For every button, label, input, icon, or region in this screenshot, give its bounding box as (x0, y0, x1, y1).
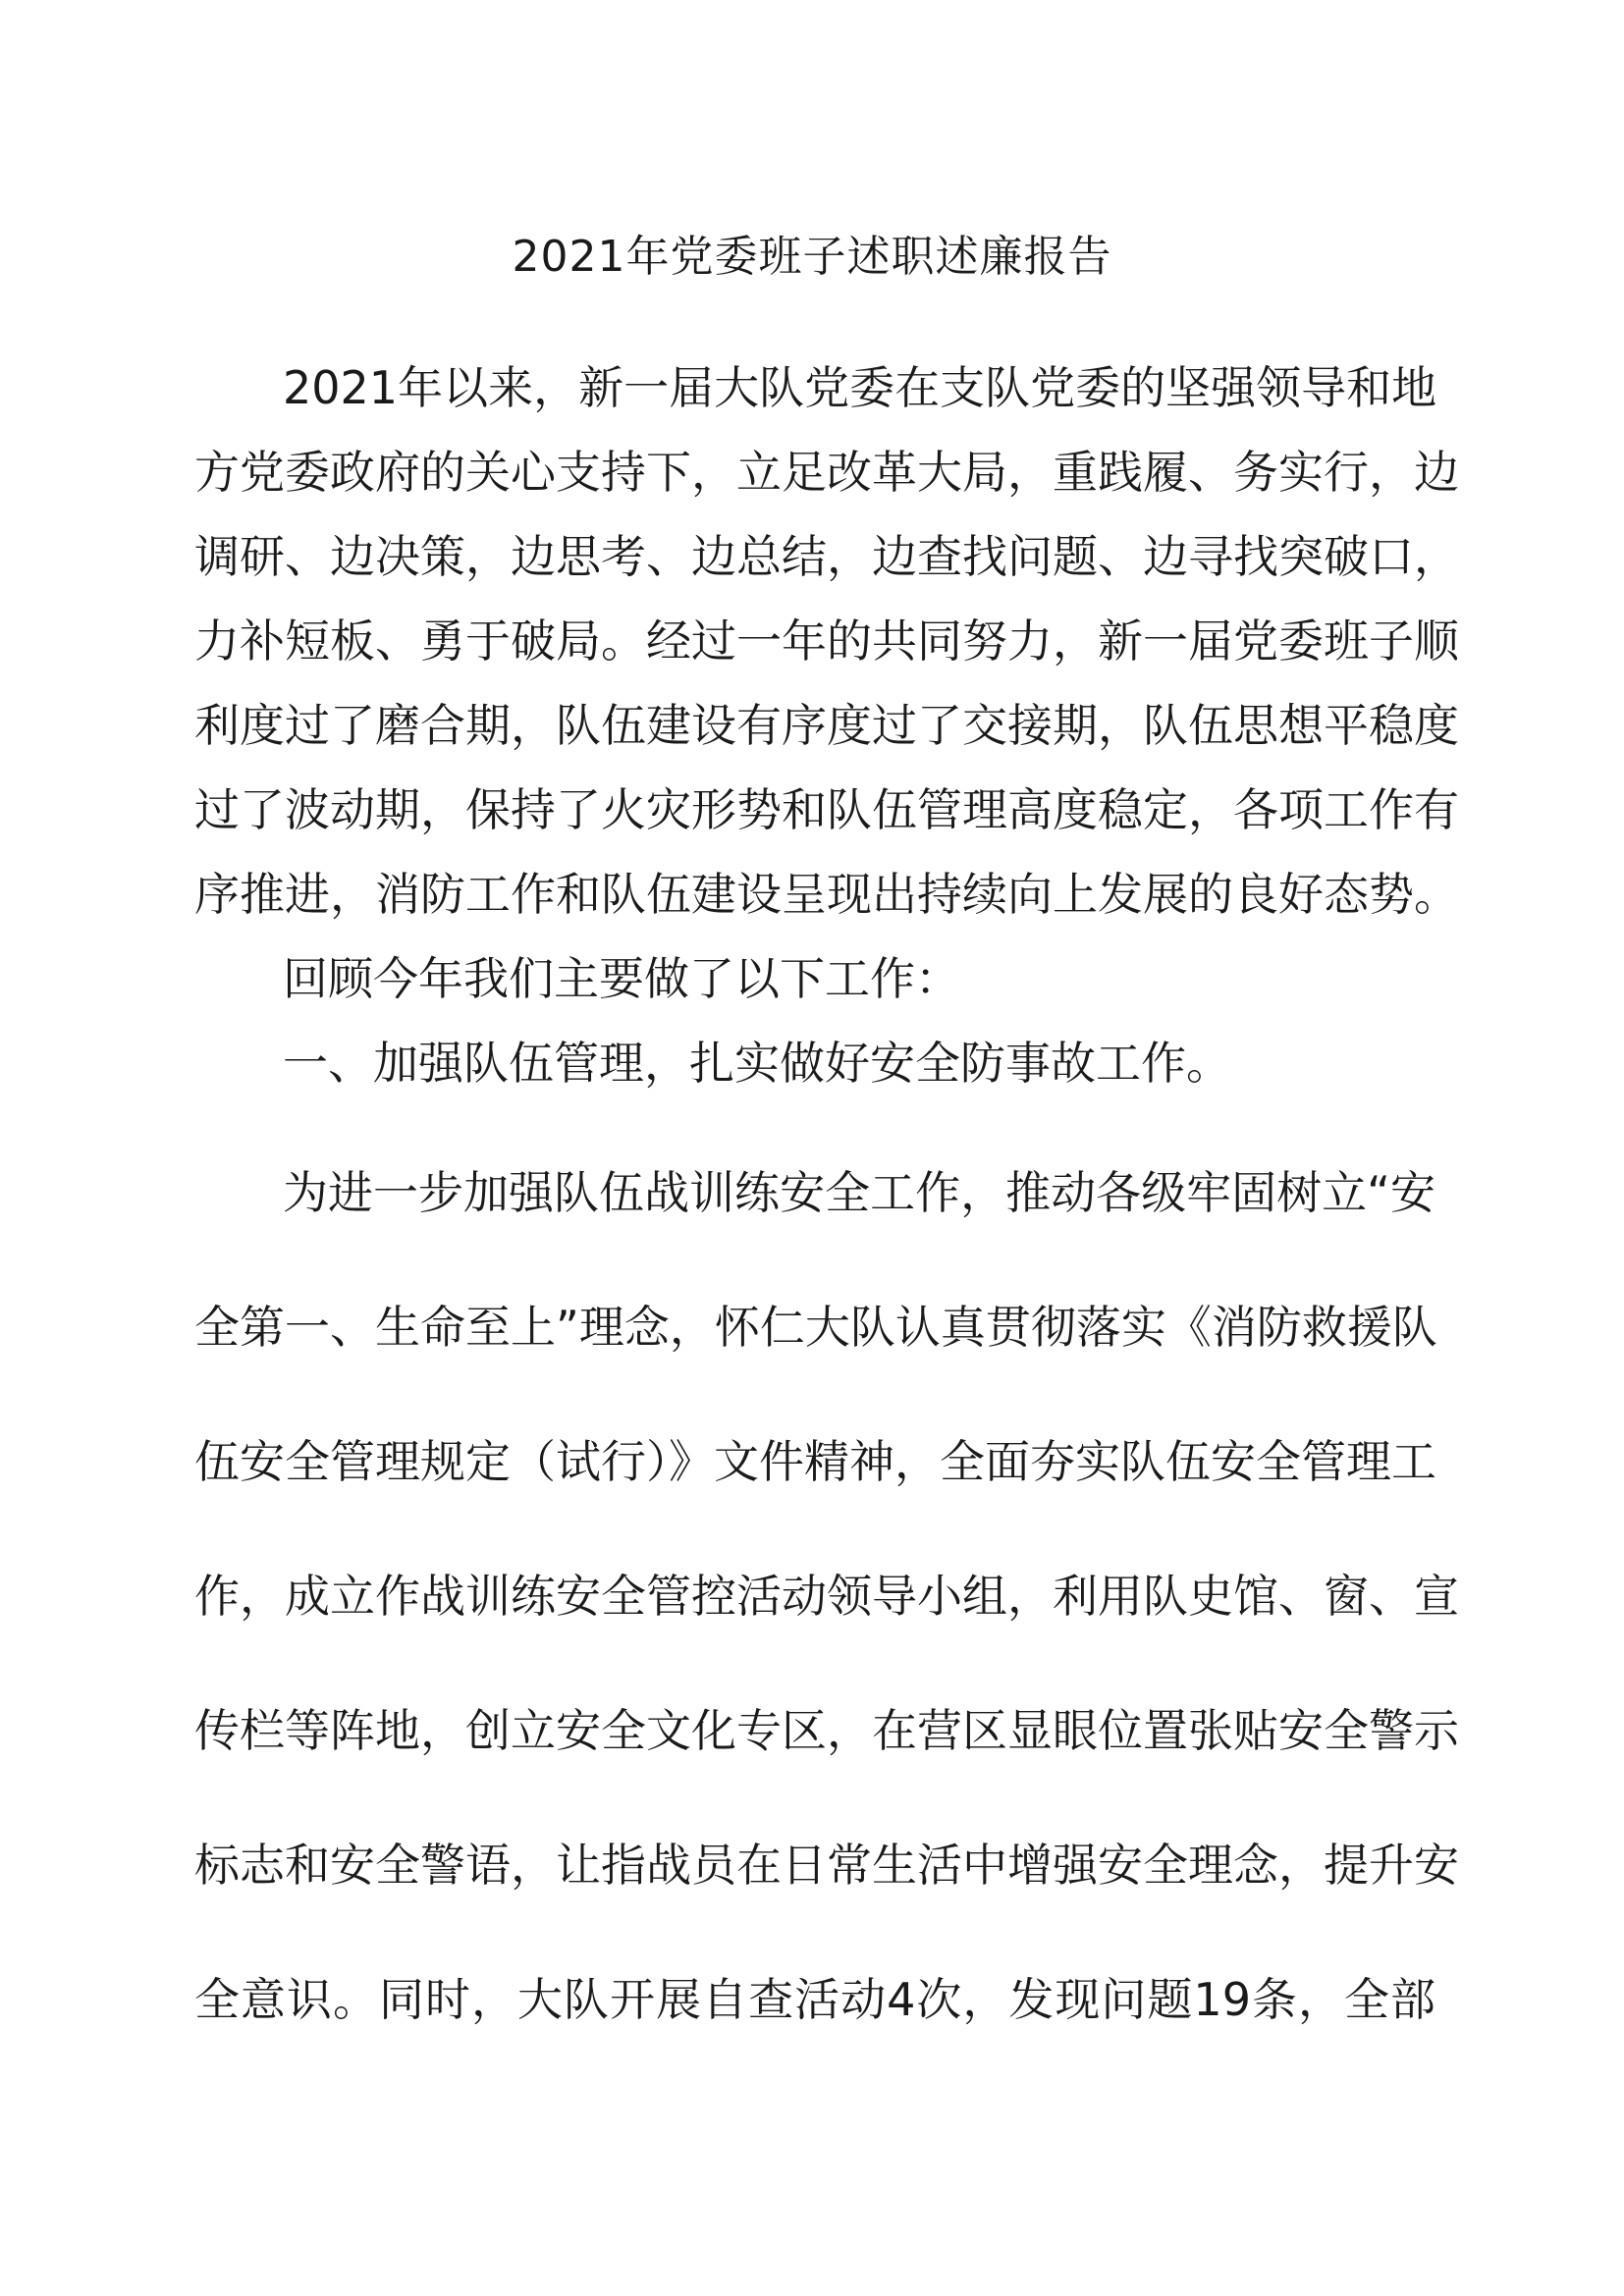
intro-line: 方党委政府的关心支持下，立足改革大局，重践履、务实行，边 (194, 446, 1459, 499)
intro-line: 2021年以来，新一届大队党委在支队党委的坚强领导和地 (283, 361, 1437, 414)
section-line: 为进一步加强队伍战训练安全工作，推动各级牢固树立“安 (283, 1166, 1435, 1219)
section-line: 伍安全管理规定（试行）》文件精神，全面夯实队伍安全管理工 (194, 1435, 1436, 1488)
intro-line: 力补短板、勇于破局。经过一年的共同努力，新一届党委班子顺 (194, 614, 1459, 667)
intro-line: 序推进，消防工作和队伍建设呈现出持续向上发展的良好态势。 (194, 868, 1459, 921)
section-line: 标志和安全警语，让指战员在日常生活中增强安全理念，提升安 (194, 1839, 1459, 1892)
section-heading: 一、加强队伍管理，扎实做好安全防事故工作。 (283, 1037, 1231, 1090)
section-line: 作，成立作战训练安全管控活动领导小组，利用队史馆、窗、宣 (194, 1570, 1459, 1623)
review-line: 回顾今年我们主要做了以下工作： (283, 952, 960, 1005)
section-line: 传栏等阵地，创立安全文化专区，在营区显眼位置张贴安全警示 (194, 1704, 1459, 1757)
document-title: 2021年党委班子述职述廉报告 (512, 232, 1112, 282)
intro-line: 过了波动期，保持了火灾形势和队伍管理高度稳定，各项工作有 (194, 783, 1459, 836)
section-line: 全意识。同时，大队开展自查活动4次，发现问题19条，全部 (194, 1973, 1435, 2026)
intro-line: 利度过了磨合期，队伍建设有序度过了交接期，队伍思想平稳度 (194, 699, 1459, 752)
section-line: 全第一、生命至上”理念，怀仁大队认真贯彻落实《消防救援队 (194, 1301, 1437, 1354)
intro-line: 调研、边决策，边思考、边总结，边查找问题、边寻找突破口， (194, 530, 1459, 583)
